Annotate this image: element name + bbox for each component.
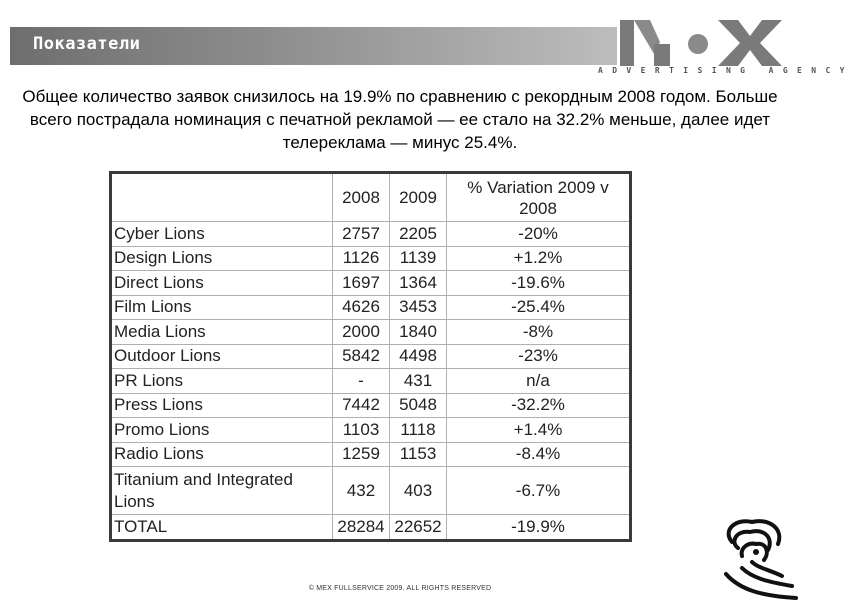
row-2009: 1153	[390, 442, 447, 467]
row-name: Radio Lions	[111, 442, 333, 467]
column-header-category	[111, 173, 333, 222]
row-variation: -8.4%	[447, 442, 631, 467]
row-variation: +1.4%	[447, 418, 631, 443]
row-variation: -25.4%	[447, 295, 631, 320]
row-2008: 2757	[333, 222, 390, 247]
row-name: Outdoor Lions	[111, 344, 333, 369]
page-title: Показатели	[33, 34, 141, 54]
row-name: Media Lions	[111, 320, 333, 345]
row-2009: 4498	[390, 344, 447, 369]
row-name: Promo Lions	[111, 418, 333, 443]
row-2009: 3453	[390, 295, 447, 320]
row-2008: 5842	[333, 344, 390, 369]
row-2009: 1118	[390, 418, 447, 443]
row-2008: 4626	[333, 295, 390, 320]
row-variation: -32.2%	[447, 393, 631, 418]
row-name: Direct Lions	[111, 271, 333, 296]
table-row	[111, 271, 631, 296]
row-name: TOTAL	[111, 515, 333, 541]
table-row	[111, 222, 631, 247]
table-header-row	[111, 173, 631, 222]
row-2008: 2000	[333, 320, 390, 345]
table-row	[111, 442, 631, 467]
row-2009: 22652	[390, 515, 447, 541]
row-2008: 7442	[333, 393, 390, 418]
row-2008: 28284	[333, 515, 390, 541]
column-header-2009: 2009	[390, 173, 447, 222]
row-name: Design Lions	[111, 246, 333, 271]
row-2008: 1259	[333, 442, 390, 467]
row-2008: 432	[333, 467, 390, 515]
copyright-footer: © MEX FULLSERVICE 2009. ALL RIGHTS RESERVED	[308, 585, 492, 592]
lions-entries-table	[109, 171, 632, 542]
table-row	[111, 320, 631, 345]
column-header-2008: 2008	[333, 173, 390, 222]
table-row	[111, 246, 631, 271]
table-row	[111, 369, 631, 394]
row-2009: 2205	[390, 222, 447, 247]
column-header-variation: % Variation 2009 v 2008	[447, 173, 631, 222]
row-2008: 1126	[333, 246, 390, 271]
row-2008: 1103	[333, 418, 390, 443]
row-variation: n/a	[447, 369, 631, 394]
mex-logo-icon	[598, 14, 854, 86]
row-variation: -6.7%	[447, 467, 631, 515]
row-2008: -	[333, 369, 390, 394]
row-variation: -19.9%	[447, 515, 631, 541]
table-row	[111, 393, 631, 418]
logo-caption: ADVERTISING AGENCY	[598, 66, 854, 75]
row-variation: -23%	[447, 344, 631, 369]
table-row	[111, 467, 631, 515]
table-row	[111, 418, 631, 443]
row-2009: 1139	[390, 246, 447, 271]
row-variation: -19.6%	[447, 271, 631, 296]
row-2009: 5048	[390, 393, 447, 418]
row-variation: -8%	[447, 320, 631, 345]
row-name: Film Lions	[111, 295, 333, 320]
row-2009: 403	[390, 467, 447, 515]
row-variation: +1.2%	[447, 246, 631, 271]
intro-text: Общее количество заявок снизилось на 19.9% по сравнению с рекордным 2008 годом. Больше всего пострадала номинация с печатной рекламой — ее стало на 32.2% меньше, далее идет телереклама — минус 25.4%.	[22, 87, 778, 152]
row-name: Cyber Lions	[111, 222, 333, 247]
row-2009: 1364	[390, 271, 447, 296]
table-row	[111, 295, 631, 320]
row-2008: 1697	[333, 271, 390, 296]
row-name: Titanium and Integrated Lions	[111, 467, 333, 515]
row-2009: 431	[390, 369, 447, 394]
row-2009: 1840	[390, 320, 447, 345]
row-variation: -20%	[447, 222, 631, 247]
row-name: Press Lions	[111, 393, 333, 418]
table-total-row	[111, 515, 631, 541]
row-name: PR Lions	[111, 369, 333, 394]
table-row	[111, 344, 631, 369]
